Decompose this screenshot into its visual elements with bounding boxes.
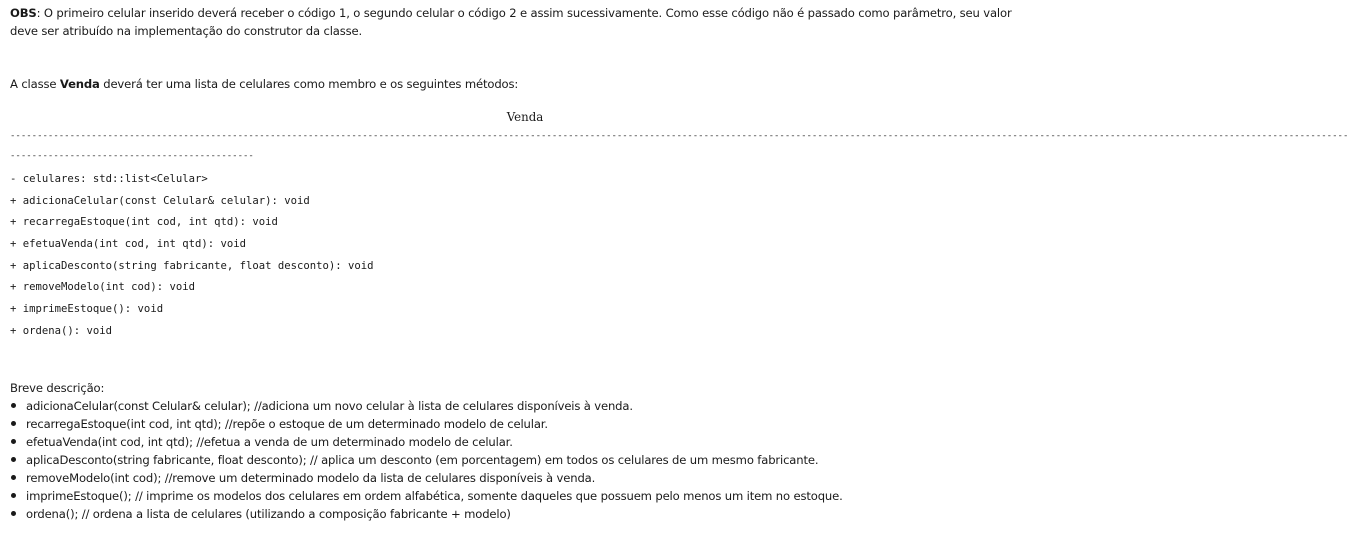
- uml-member-recarrega-estoque: + recarregaEstoque(int cod, int qtd): void: [10, 216, 278, 229]
- bullet-icon: [11, 439, 16, 444]
- description-item: [10, 397, 843, 415]
- bullet-icon: [11, 493, 16, 498]
- description-item-text: efetuaVenda(int cod, int qtd); //efetua a venda de um determinado modelo de celular.: [26, 435, 513, 449]
- description-item: [10, 415, 843, 433]
- description-item-text: imprimeEstoque(); // imprime os modelos dos celulares em ordem alfabética, somente daqueles que possuem pelo menos um item no estoque.: [26, 489, 843, 503]
- description-item-text: adicionaCelular(const Celular& celular); //adiciona um novo celular à lista de celulares disponíveis à venda.: [26, 399, 633, 413]
- uml-member-ordena: + ordena(): void: [10, 324, 113, 337]
- description-item-text: aplicaDesconto(string fabricante, float desconto); // aplica um desconto (em porcentagem) em todos os celulares de um mesmo fabricante.: [26, 453, 819, 467]
- uml-member-remove-modelo: + removeModelo(int cod): void: [10, 281, 195, 294]
- uml-member-aplica-desconto: + aplicaDesconto(string fabricante, float desconto): void: [10, 259, 374, 272]
- uml-member-list: [10, 171, 374, 345]
- description-item: [10, 505, 843, 523]
- intro-paragraph: [10, 75, 518, 93]
- description-item: [10, 433, 843, 451]
- description-item: [10, 451, 843, 469]
- bullet-icon: [11, 511, 16, 516]
- intro-class-name: Venda: [59, 77, 100, 91]
- uml-separator-long: -------------------------------------------------------------------------------------------------------------------------------------------------------------------------------------------------------------------------------------------------------: [10, 131, 1348, 141]
- bullet-icon: [11, 475, 16, 480]
- description-item-text: ordena(); // ordena a lista de celulares (utilizando a composição fabricante + modelo): [26, 507, 511, 521]
- uml-member-efetua-venda: + efetuaVenda(int cod, int qtd): void: [10, 238, 246, 251]
- uml-class-title: Venda: [506, 110, 544, 124]
- uml-member-adiciona-celular: + adicionaCelular(const Celular& celular): void: [10, 194, 310, 207]
- bullet-icon: [11, 457, 16, 462]
- uml-member-imprime-estoque: + imprimeEstoque(): void: [10, 303, 164, 316]
- bullet-icon: [11, 421, 16, 426]
- document-body: [10, 0, 1348, 521]
- description-list: [10, 397, 843, 523]
- description-item: [10, 487, 843, 505]
- obs-paragraph: [10, 4, 1042, 40]
- description-item-text: recarregaEstoque(int cod, int qtd); //repõe o estoque de um determinado modelo de celular.: [26, 417, 548, 431]
- uml-member-celulares: - celulares: std::list<Celular>: [10, 173, 208, 185]
- bullet-icon: [11, 403, 16, 408]
- description-item: [10, 469, 843, 487]
- obs-label: OBS: [10, 6, 37, 20]
- description-item-text: removeModelo(int cod); //remove um determinado modelo da lista de celulares disponíveis à venda.: [26, 471, 596, 485]
- description-title: Breve descrição:: [10, 381, 105, 395]
- intro-after: deverá ter uma lista de celulares como membro e os seguintes métodos:: [99, 77, 519, 91]
- intro-before: A classe: [10, 77, 60, 91]
- obs-text: : O primeiro celular inserido deverá receber o código 1, o segundo celular o código 2 e assim sucessivamente. Como esse código não é passado como parâmetro, seu valor deve ser atribuído na implementação do construtor da classe.: [10, 6, 1012, 38]
- uml-separator-short: ---------------------------------------------: [10, 151, 254, 161]
